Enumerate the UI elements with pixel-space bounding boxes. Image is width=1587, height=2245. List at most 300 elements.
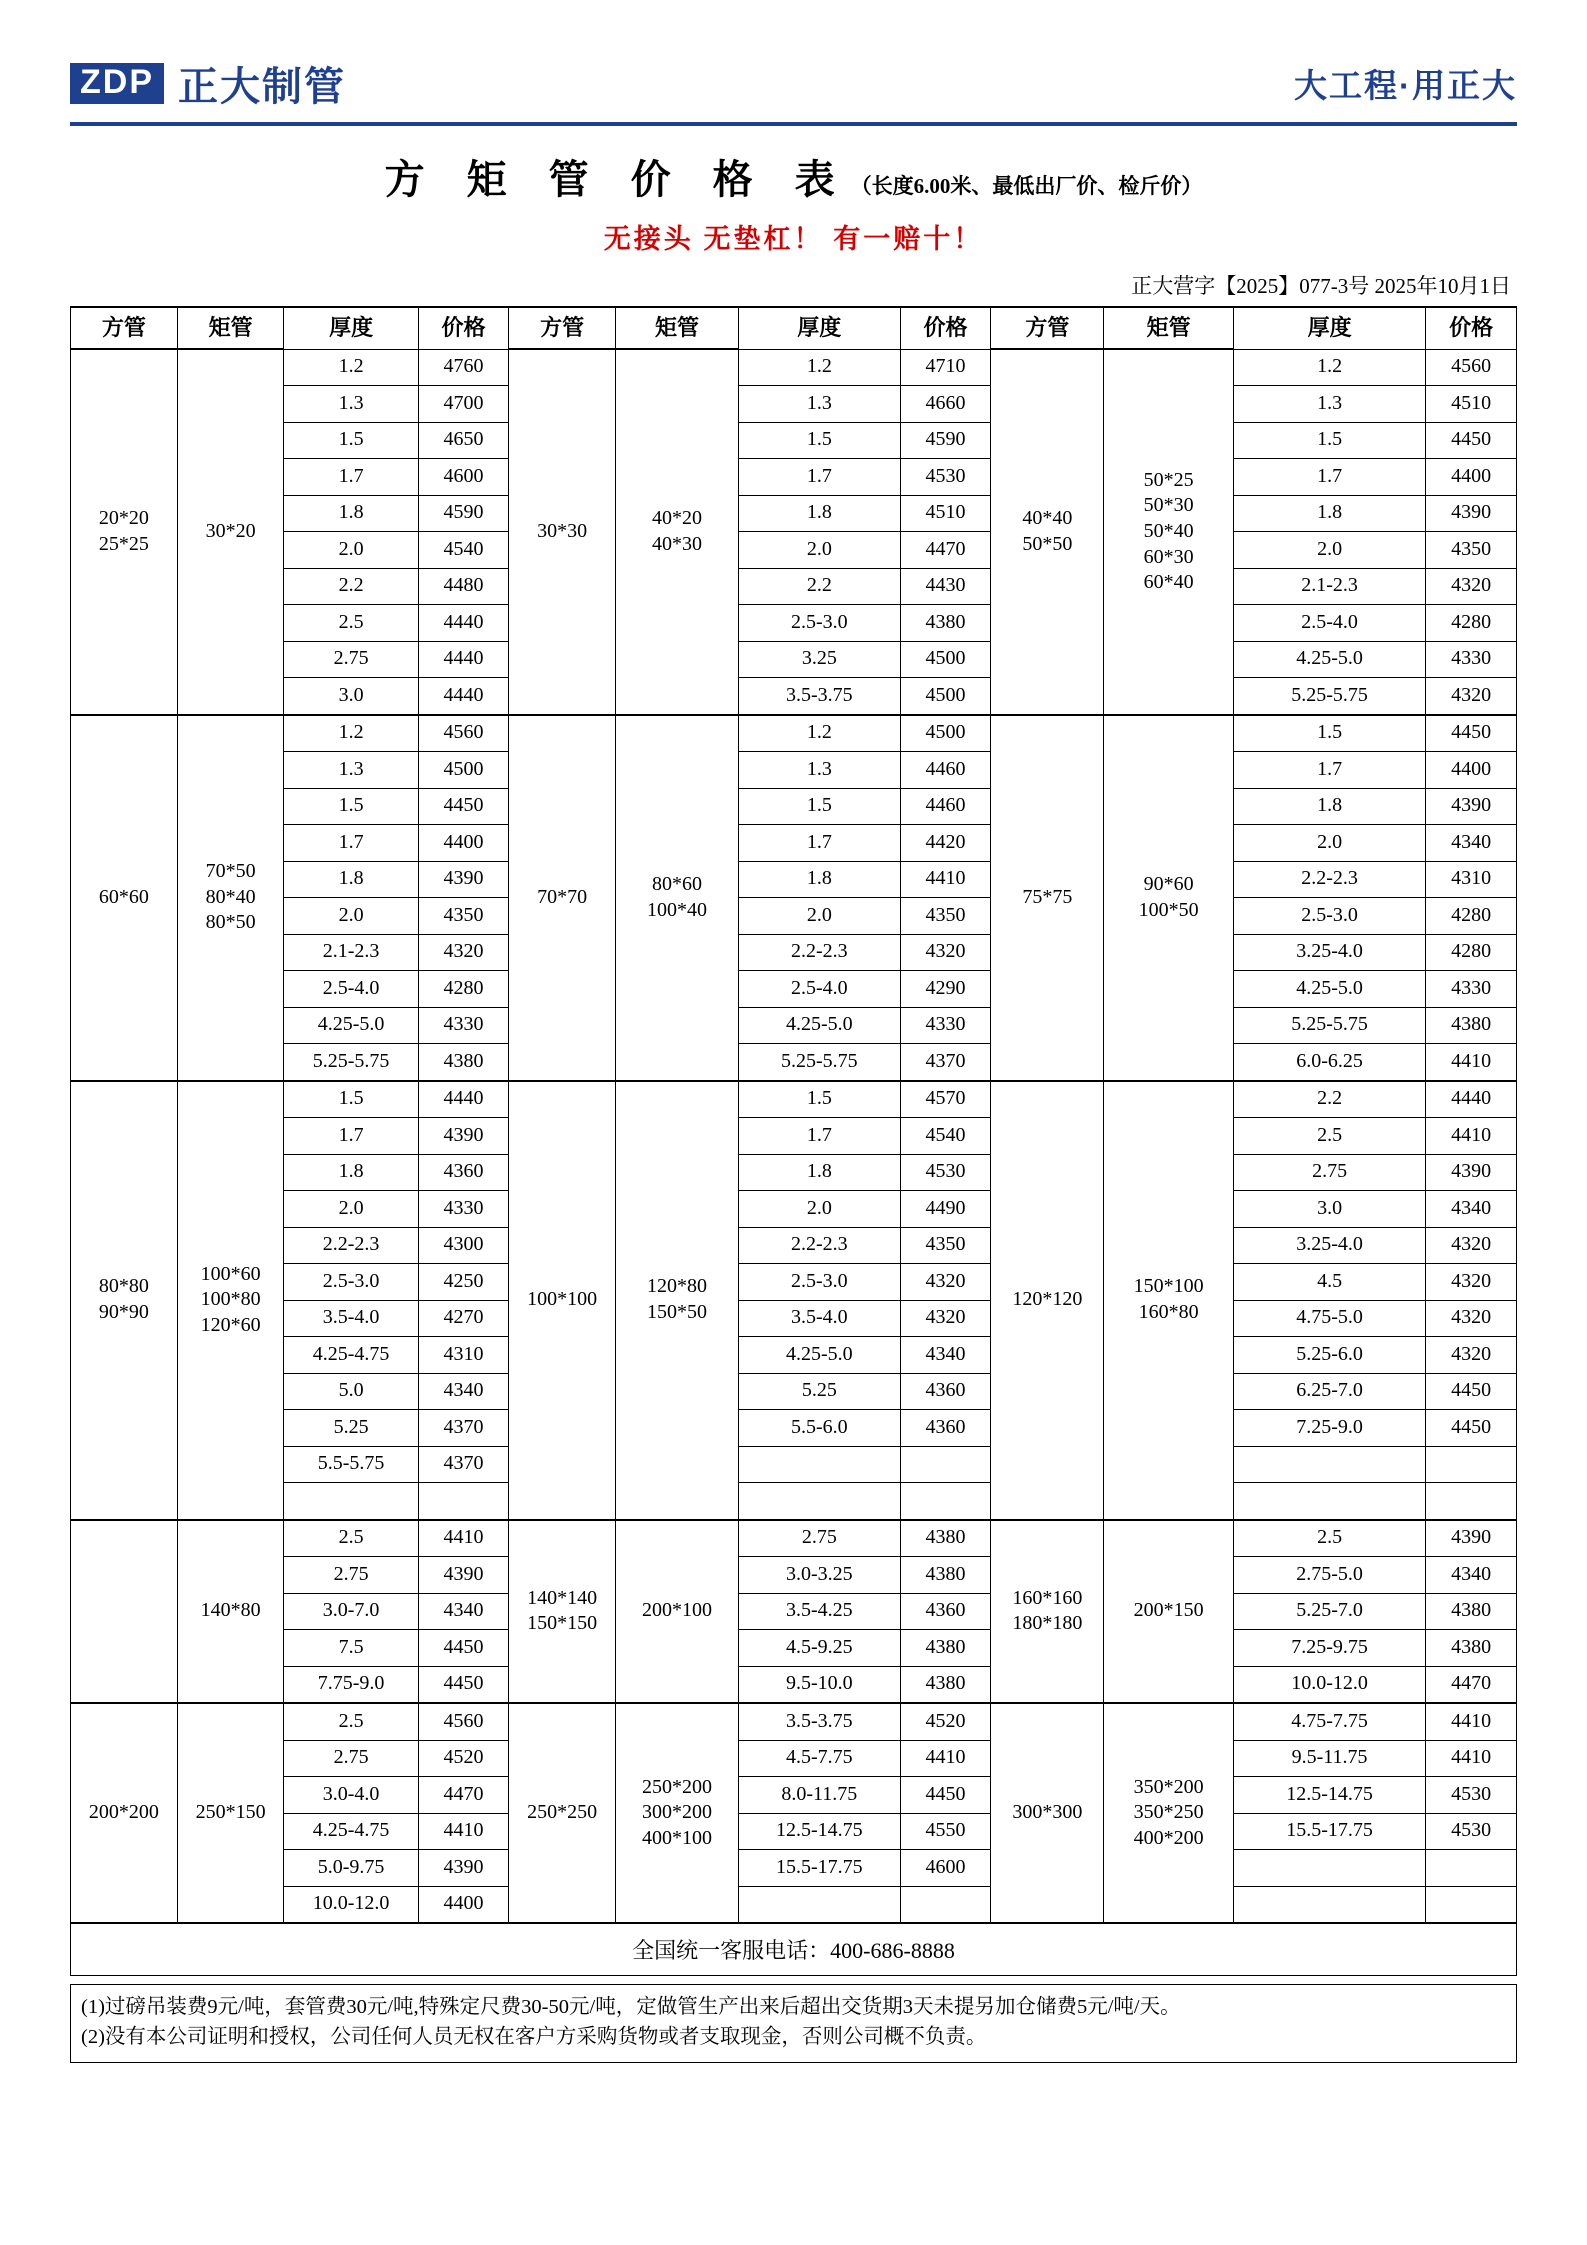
thickness-cell: 7.25-9.0 [1233,1410,1425,1447]
price-cell: 4350 [1426,532,1517,569]
thickness-cell: 3.0 [1233,1191,1425,1228]
price-cell: 4350 [418,898,509,935]
thickness-cell: 1.7 [738,459,900,496]
price-cell: 4410 [1426,1044,1517,1081]
thickness-cell: 5.25-7.0 [1233,1593,1425,1630]
thickness-cell: 1.7 [284,459,418,496]
price-cell: 4440 [1426,1081,1517,1118]
rect-size-cell: 120*80 150*50 [616,1081,739,1520]
thickness-cell: 5.25-5.75 [1233,1007,1425,1044]
thickness-cell: 1.7 [284,825,418,862]
col-square-2: 方管 [509,307,616,349]
thickness-cell: 1.8 [284,495,418,532]
thickness-cell: 4.25-4.75 [284,1813,418,1850]
thickness-cell: 3.0-4.0 [284,1777,418,1814]
footer-note-2: (2)没有本公司证明和授权，公司任何人员无权在客户方采购货物或者支取现金，否则公司概不负责。 [81,2025,987,2048]
table-row [71,1154,1517,1191]
thickness-cell: 1.7 [738,825,900,862]
table-row [71,1850,1517,1887]
square-size-cell: 250*250 [509,1703,616,1923]
price-cell: 4250 [418,1264,509,1301]
thickness-cell: 2.75-5.0 [1233,1557,1425,1594]
price-cell: 4710 [900,349,991,386]
rect-size-cell: 50*25 50*30 50*40 60*30 60*40 [1104,349,1233,715]
rect-size-cell: 80*60 100*40 [616,715,739,1081]
thickness-cell: 7.25-9.75 [1233,1630,1425,1667]
square-size-cell: 200*200 [71,1703,178,1923]
footer-notes [70,1984,1517,2063]
table-row [71,1118,1517,1155]
table-row [71,1446,1517,1483]
thickness-cell: 5.25-5.75 [1233,678,1425,715]
price-cell: 4330 [1426,971,1517,1008]
price-cell: 4700 [418,386,509,423]
thickness-cell [1233,1850,1425,1887]
rect-size-cell: 100*60 100*80 120*60 [177,1081,284,1520]
price-cell: 4360 [418,1154,509,1191]
thickness-cell: 2.0 [738,532,900,569]
table-row [71,1557,1517,1594]
thickness-cell: 4.25-4.75 [284,1337,418,1374]
rect-size-cell: 150*100 160*80 [1104,1081,1233,1520]
thickness-cell: 1.3 [1233,386,1425,423]
price-cell: 4410 [1426,1740,1517,1777]
rect-size-cell: 40*20 40*30 [616,349,739,715]
price-cell: 4510 [900,495,991,532]
price-cell: 4320 [900,934,991,971]
table-row [71,1191,1517,1228]
price-cell: 4450 [1426,715,1517,752]
price-cell: 4350 [900,898,991,935]
thickness-cell: 6.25-7.0 [1233,1373,1425,1410]
thickness-cell: 5.0-9.75 [284,1850,418,1887]
table-row [71,1373,1517,1410]
price-cell: 4370 [418,1410,509,1447]
thickness-cell: 2.0 [284,532,418,569]
footer-note-1: (1)过磅吊装费9元/吨，套管费30元/吨,特殊定尺费30-50元/吨，定做管生产出来后超出交货期3天未提另加仓储费5元/吨/天。 [81,1996,1181,2018]
rect-size-cell: 70*50 80*40 80*50 [177,715,284,1081]
thickness-cell: 10.0-12.0 [1233,1666,1425,1703]
thickness-cell: 4.25-5.0 [738,1337,900,1374]
company-slogan: 大工程·用正大 [1294,67,1517,104]
thickness-cell: 9.5-11.75 [1233,1740,1425,1777]
thickness-cell: 1.5 [1233,422,1425,459]
col-thickness-1: 厚度 [284,307,418,349]
thickness-cell: 5.5-6.0 [738,1410,900,1447]
thickness-cell: 1.5 [738,1081,900,1118]
price-cell: 4370 [900,1044,991,1081]
thickness-cell: 4.75-5.0 [1233,1300,1425,1337]
col-rect-1: 矩管 [177,307,284,349]
price-cell: 4400 [418,825,509,862]
thickness-cell: 1.5 [284,422,418,459]
price-cell: 4270 [418,1300,509,1337]
price-cell: 4320 [1426,568,1517,605]
masthead [70,55,1517,126]
thickness-cell: 3.0 [284,678,418,715]
thickness-cell: 2.1-2.3 [1233,568,1425,605]
thickness-cell: 4.25-5.0 [738,1007,900,1044]
price-cell [418,1483,509,1520]
thickness-cell: 15.5-17.75 [738,1850,900,1887]
price-cell: 4300 [418,1227,509,1264]
col-rect-3: 矩管 [1104,307,1233,349]
thickness-cell: 2.2-2.3 [1233,861,1425,898]
price-table [70,306,1517,1924]
thickness-cell: 3.5-4.0 [284,1300,418,1337]
thickness-cell: 1.8 [738,861,900,898]
price-cell: 4550 [900,1813,991,1850]
col-thickness-3: 厚度 [1233,307,1425,349]
price-cell: 4480 [418,568,509,605]
thickness-cell: 5.25 [738,1373,900,1410]
price-cell: 4660 [900,386,991,423]
square-size-cell: 75*75 [991,715,1104,1081]
thickness-cell: 2.5-4.0 [1233,605,1425,642]
thickness-cell: 1.3 [738,386,900,423]
table-row [71,568,1517,605]
thickness-cell: 2.1-2.3 [284,934,418,971]
thickness-cell: 1.5 [738,788,900,825]
price-cell: 4470 [1426,1666,1517,1703]
company-name: 正大制管 [178,65,346,109]
price-cell: 4450 [1426,422,1517,459]
thickness-cell: 1.8 [284,1154,418,1191]
price-cell: 4410 [900,861,991,898]
rect-size-cell: 140*80 [177,1520,284,1704]
table-row [71,1483,1517,1520]
table-row [71,678,1517,715]
price-cell: 4540 [418,532,509,569]
thickness-cell: 1.8 [1233,495,1425,532]
thickness-cell: 1.3 [284,752,418,789]
thickness-cell: 1.7 [284,1118,418,1155]
price-cell: 4320 [418,934,509,971]
page-title-note: （长度6.00米、最低出厂价、检斤价） [850,174,1203,198]
price-cell: 4470 [418,1777,509,1814]
col-price-3: 价格 [1426,307,1517,349]
price-cell: 4500 [900,678,991,715]
square-size-cell: 300*300 [991,1703,1104,1923]
col-price-2: 价格 [900,307,991,349]
thickness-cell: 3.0-3.25 [738,1557,900,1594]
price-cell: 4440 [418,678,509,715]
table-row [71,605,1517,642]
price-cell: 4500 [900,715,991,752]
price-cell: 4460 [900,752,991,789]
price-cell: 4330 [418,1191,509,1228]
thickness-cell: 2.75 [284,641,418,678]
thickness-cell: 2.2 [284,568,418,605]
table-row [71,934,1517,971]
price-cell: 4560 [418,1703,509,1740]
thickness-cell: 2.0 [738,1191,900,1228]
table-row [71,1081,1517,1118]
thickness-cell: 1.2 [1233,349,1425,386]
title-row [70,148,1517,205]
thickness-cell: 10.0-12.0 [284,1886,418,1923]
thickness-cell: 5.25-5.75 [738,1044,900,1081]
thickness-cell: 1.5 [1233,715,1425,752]
table-row [71,1300,1517,1337]
table-row [71,1007,1517,1044]
table-row [71,861,1517,898]
thickness-cell: 2.5 [284,605,418,642]
thickness-cell: 2.75 [284,1740,418,1777]
rect-size-cell: 350*200 350*250 400*200 [1104,1703,1233,1923]
table-row [71,1703,1517,1740]
price-cell: 4440 [418,641,509,678]
price-cell: 4380 [900,1520,991,1557]
price-cell [900,1483,991,1520]
thickness-cell: 1.3 [284,386,418,423]
price-cell: 4530 [900,1154,991,1191]
price-cell: 4280 [1426,898,1517,935]
price-cell: 4490 [900,1191,991,1228]
price-cell: 4500 [418,752,509,789]
thickness-cell [738,1886,900,1923]
table-row [71,1666,1517,1703]
square-size-cell: 100*100 [509,1081,616,1520]
price-cell: 4340 [1426,825,1517,862]
price-cell: 4440 [418,605,509,642]
price-cell: 4280 [418,971,509,1008]
thickness-cell: 2.2 [1233,1081,1425,1118]
thickness-cell [1233,1886,1425,1923]
table-row [71,1044,1517,1081]
price-cell: 4400 [1426,752,1517,789]
thickness-cell: 2.0 [284,898,418,935]
thickness-cell: 1.7 [1233,752,1425,789]
thickness-cell: 2.2-2.3 [738,1227,900,1264]
price-cell: 4530 [1426,1777,1517,1814]
thickness-cell: 1.8 [738,495,900,532]
thickness-cell: 3.5-4.0 [738,1300,900,1337]
table-row [71,459,1517,496]
price-cell: 4450 [900,1777,991,1814]
price-cell: 4340 [418,1373,509,1410]
thickness-cell: 7.75-9.0 [284,1666,418,1703]
table-row [71,1593,1517,1630]
table-row [71,971,1517,1008]
price-cell [1426,1483,1517,1520]
thickness-cell: 2.0 [738,898,900,935]
thickness-cell: 12.5-14.75 [738,1813,900,1850]
thickness-cell: 3.25-4.0 [1233,934,1425,971]
thickness-cell [1233,1446,1425,1483]
price-cell: 4520 [418,1740,509,1777]
price-cell: 4390 [1426,788,1517,825]
table-row [71,1337,1517,1374]
price-cell: 4380 [1426,1007,1517,1044]
price-cell: 4540 [900,1118,991,1155]
price-cell: 4410 [900,1740,991,1777]
price-cell: 4320 [900,1264,991,1301]
price-cell: 4390 [418,1118,509,1155]
table-row [71,788,1517,825]
thickness-cell: 2.0 [1233,532,1425,569]
thickness-cell: 2.5 [284,1520,418,1557]
table-row [71,386,1517,423]
thickness-cell: 1.7 [738,1118,900,1155]
thickness-cell: 1.2 [738,349,900,386]
thickness-cell: 2.5 [284,1703,418,1740]
price-cell: 4310 [418,1337,509,1374]
price-cell: 4320 [900,1300,991,1337]
thickness-cell: 2.5-3.0 [1233,898,1425,935]
price-cell: 4450 [1426,1410,1517,1447]
table-row [71,641,1517,678]
table-row [71,532,1517,569]
hotline-bar: 全国统一客服电话：400-686-8888 [70,1924,1517,1976]
price-table-body [71,349,1517,1923]
price-cell: 4350 [900,1227,991,1264]
price-cell: 4340 [1426,1557,1517,1594]
price-cell: 4560 [1426,349,1517,386]
thickness-cell: 5.5-5.75 [284,1446,418,1483]
price-cell: 4410 [418,1520,509,1557]
price-cell: 4440 [418,1081,509,1118]
price-cell: 4330 [1426,641,1517,678]
thickness-cell: 2.75 [1233,1154,1425,1191]
price-cell [1426,1850,1517,1887]
price-cell: 4280 [1426,605,1517,642]
thickness-cell: 1.5 [284,1081,418,1118]
price-cell: 4390 [418,861,509,898]
table-row [71,898,1517,935]
thickness-cell: 2.5 [1233,1520,1425,1557]
thickness-cell: 5.25 [284,1410,418,1447]
price-cell: 4560 [418,715,509,752]
thickness-cell: 1.3 [738,752,900,789]
thickness-cell: 2.2-2.3 [284,1227,418,1264]
price-cell: 4330 [900,1007,991,1044]
table-row [71,1520,1517,1557]
price-cell: 4390 [418,1850,509,1887]
brand [70,55,346,112]
thickness-cell: 2.2 [738,568,900,605]
price-cell: 4330 [418,1007,509,1044]
thickness-cell: 1.8 [284,861,418,898]
table-row [71,1227,1517,1264]
price-cell: 4320 [1426,678,1517,715]
square-size-cell: 70*70 [509,715,616,1081]
thickness-cell: 3.5-4.25 [738,1593,900,1630]
thickness-cell: 2.5-4.0 [738,971,900,1008]
price-cell [900,1446,991,1483]
price-cell: 4360 [900,1593,991,1630]
price-cell: 4310 [1426,861,1517,898]
price-cell: 4380 [900,1630,991,1667]
square-size-cell: 80*80 90*90 [71,1081,178,1520]
square-size-cell: 140*140 150*150 [509,1520,616,1704]
price-cell: 4500 [900,641,991,678]
price-cell: 4410 [1426,1703,1517,1740]
price-cell: 4320 [1426,1264,1517,1301]
table-row [71,349,1517,386]
rect-size-cell: 250*150 [177,1703,284,1923]
rect-size-cell: 90*60 100*50 [1104,715,1233,1081]
thickness-cell: 5.25-6.0 [1233,1337,1425,1374]
price-cell [1426,1886,1517,1923]
thickness-cell: 3.0-7.0 [284,1593,418,1630]
thickness-cell: 1.5 [284,788,418,825]
thickness-cell: 8.0-11.75 [738,1777,900,1814]
thickness-cell [1233,1483,1425,1520]
price-cell: 4590 [418,495,509,532]
col-price-1: 价格 [418,307,509,349]
table-row [71,715,1517,752]
table-row [71,495,1517,532]
thickness-cell: 5.25-5.75 [284,1044,418,1081]
thickness-cell: 2.5-3.0 [284,1264,418,1301]
thickness-cell: 4.5-7.75 [738,1740,900,1777]
price-cell: 4450 [1426,1373,1517,1410]
col-rect-2: 矩管 [616,307,739,349]
promo-subtitle: 无接头 无垫杠！ 有一赔十！ [603,224,984,254]
table-row [71,1740,1517,1777]
price-cell: 4290 [900,971,991,1008]
thickness-cell: 2.5 [1233,1118,1425,1155]
price-cell: 4390 [1426,1154,1517,1191]
thickness-cell: 4.25-5.0 [1233,971,1425,1008]
thickness-cell: 2.5-3.0 [738,605,900,642]
price-cell: 4380 [1426,1593,1517,1630]
thickness-cell: 3.5-3.75 [738,1703,900,1740]
price-cell: 4380 [900,605,991,642]
price-cell: 4470 [900,532,991,569]
price-cell: 4520 [900,1703,991,1740]
thickness-cell: 2.5-4.0 [284,971,418,1008]
price-cell: 4410 [1426,1118,1517,1155]
thickness-cell: 1.2 [284,349,418,386]
thickness-cell: 1.7 [1233,459,1425,496]
square-size-cell: 60*60 [71,715,178,1081]
thickness-cell: 12.5-14.75 [1233,1777,1425,1814]
rect-size-cell: 250*200 300*200 400*100 [616,1703,739,1923]
price-cell: 4530 [900,459,991,496]
col-square-3: 方管 [991,307,1104,349]
table-row [71,1410,1517,1447]
page-title: 方 矩 管 价 格 表 [384,157,851,202]
rect-size-cell: 200*150 [1104,1520,1233,1704]
thickness-cell: 7.5 [284,1630,418,1667]
price-cell: 4340 [900,1337,991,1374]
square-size-cell: 30*30 [509,349,616,715]
square-size-cell: 120*120 [991,1081,1104,1520]
price-cell: 4600 [418,459,509,496]
price-cell: 4760 [418,349,509,386]
price-cell: 4430 [900,568,991,605]
price-cell: 4370 [418,1446,509,1483]
price-cell: 4460 [900,788,991,825]
thickness-cell: 4.75-7.75 [1233,1703,1425,1740]
price-cell: 4450 [418,1630,509,1667]
thickness-cell: 4.5 [1233,1264,1425,1301]
table-row [71,752,1517,789]
thickness-cell: 2.0 [284,1191,418,1228]
price-cell: 4280 [1426,934,1517,971]
price-cell: 4390 [1426,1520,1517,1557]
thickness-cell: 1.2 [738,715,900,752]
col-square-1: 方管 [71,307,178,349]
col-thickness-2: 厚度 [738,307,900,349]
price-cell [1426,1446,1517,1483]
thickness-cell: 5.0 [284,1373,418,1410]
price-cell: 4340 [1426,1191,1517,1228]
table-row [71,1264,1517,1301]
thickness-cell [738,1483,900,1520]
